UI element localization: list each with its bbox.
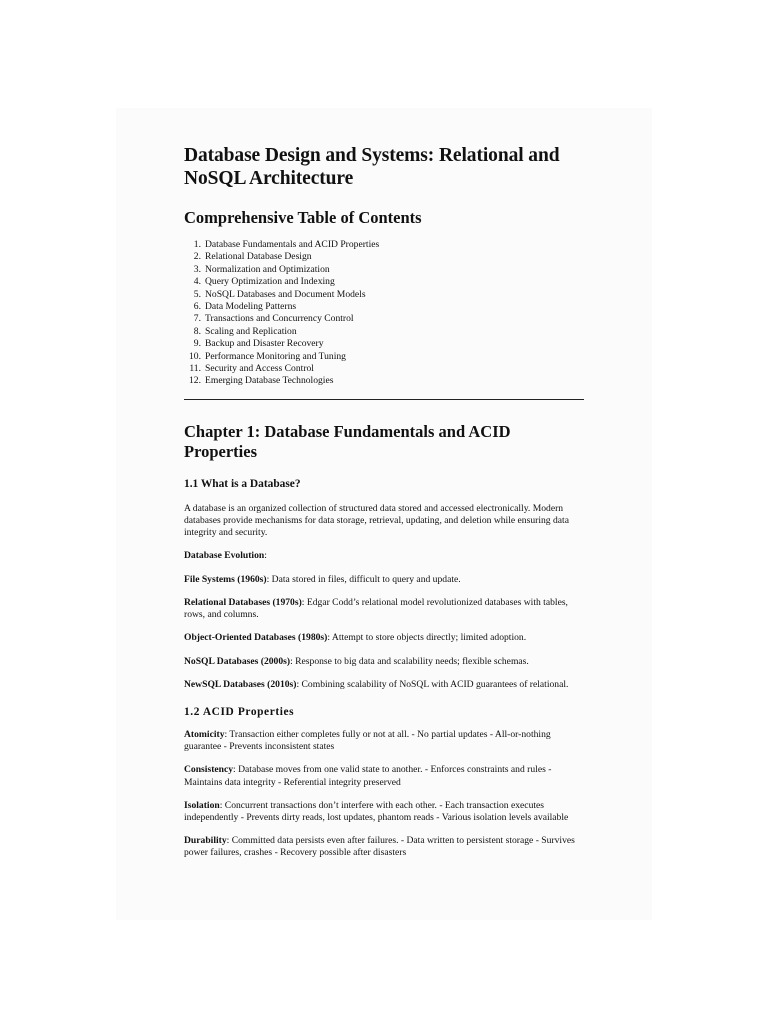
acid-term: Durability [184, 835, 227, 847]
toc-item-number: 10. [189, 350, 201, 362]
evolution-term: Object-Oriented Databases (1980s) [184, 632, 328, 644]
evolution-text: : Edgar Codd’s relational model revolutionized databases with tables, rows, and columns. [184, 596, 568, 621]
toc-item [184, 276, 584, 288]
toc-item-label: Transactions and Concurrency Control [205, 313, 354, 325]
section-heading-1-2: 1.2 ACID Properties [184, 705, 295, 718]
evolution-item [184, 597, 584, 621]
acid-property [184, 729, 584, 753]
evolution-term: NewSQL Databases (2010s) [184, 678, 297, 690]
toc-item-label: Performance Monitoring and Tuning [205, 350, 346, 362]
evolution-text: : Attempt to store objects directly; limited adoption. [327, 632, 527, 644]
toc-item [184, 313, 584, 325]
evolution-label-paragraph [184, 550, 584, 562]
toc-item [184, 326, 584, 338]
evolution-item [184, 679, 584, 691]
toc-item-number: 9. [193, 338, 201, 350]
toc-item-number: 6. [193, 301, 201, 313]
acid-text: : Transaction either completes fully or not at all. - No partial updates - All-or-nothing guarantee - Prevents inconsistent states [184, 728, 551, 753]
evolution-label: Database Evolution [184, 550, 265, 562]
toc-item [184, 375, 584, 387]
horizontal-divider [184, 399, 584, 400]
toc-item [184, 289, 584, 301]
toc-heading: Comprehensive Table of Contents [184, 208, 422, 227]
chapter-heading: Chapter 1: Database Fundamentals and ACID Properties [184, 421, 511, 461]
toc-item [184, 351, 584, 363]
toc-item-label: Query Optimization and Indexing [205, 276, 335, 288]
toc-item-number: 5. [193, 288, 201, 300]
evolution-item [184, 574, 584, 586]
toc-item-label: Relational Database Design [205, 251, 312, 263]
toc-item-number: 8. [193, 325, 201, 337]
toc-item [184, 301, 584, 313]
evolution-text: : Combining scalability of NoSQL with ACID guarantees of relational. [296, 678, 569, 690]
acid-term: Atomicity [184, 728, 225, 740]
toc-item-number: 1. [193, 239, 201, 250]
acid-text: : Database moves from one valid state to another. - Enforces constraints and rules - Maintains data integrity - Referential integrity preserved [184, 764, 552, 788]
evolution-label-colon: : [264, 550, 267, 562]
toc-item [184, 264, 584, 276]
toc-item-number: 2. [193, 251, 201, 263]
toc-item-label: Scaling and Replication [205, 325, 297, 337]
acid-text: : Concurrent transactions don’t interfere with each other. - Each transaction executes independently - Prevents dirty reads, lost updates, phantom reads - Various isolation levels available [184, 799, 569, 823]
toc-item [184, 363, 584, 375]
toc-item-number: 7. [193, 313, 201, 325]
toc-item-label: Normalization and Optimization [205, 263, 330, 275]
acid-text: : Committed data persists even after failures. - Data written to persistent storage - Survives power failures, crashes - Recovery possible after disasters [184, 835, 575, 859]
evolution-term: NoSQL Databases (2000s) [184, 655, 291, 667]
toc-item-label: NoSQL Databases and Document Models [205, 288, 366, 300]
acid-property [184, 800, 584, 824]
toc-item-label: Emerging Database Technologies [205, 375, 334, 387]
document-content [184, 144, 584, 871]
acid-property [184, 835, 584, 859]
table-of-contents [184, 239, 584, 388]
acid-term: Isolation [184, 799, 220, 811]
toc-item-label: Security and Access Control [205, 363, 314, 375]
evolution-item [184, 656, 584, 668]
toc-item-label: Backup and Disaster Recovery [205, 338, 324, 350]
document-title: Database Design and Systems: Relational and NoSQL Architecture [184, 145, 560, 189]
toc-item [184, 338, 584, 350]
acid-term: Consistency [184, 764, 234, 776]
section-heading-1-1: 1.1 What is a Database? [184, 477, 301, 490]
evolution-term: Relational Databases (1970s) [184, 596, 302, 608]
evolution-text: : Response to big data and scalability needs; flexible schemas. [290, 655, 529, 667]
toc-item [184, 239, 584, 251]
toc-item [184, 251, 584, 263]
toc-item-label: Data Modeling Patterns [205, 301, 297, 313]
toc-item-number: 11. [189, 363, 201, 375]
toc-item-number: 4. [193, 276, 201, 288]
evolution-text: : Data stored in files, difficult to query and update. [266, 573, 461, 585]
acid-property [184, 764, 584, 788]
toc-item-number: 12. [189, 375, 201, 387]
section-intro-paragraph: A database is an organized collection of structured data stored and accessed electronically. Modern databases provide mechanisms for data storage, retrieval, updating, and deletion while ensuring data integrity and security. [184, 502, 569, 539]
toc-item-number: 3. [193, 263, 201, 275]
toc-item-label: Database Fundamentals and ACID Properties [205, 239, 380, 250]
evolution-term: File Systems (1960s) [184, 573, 267, 585]
document-page [116, 108, 652, 920]
evolution-item [184, 632, 584, 644]
